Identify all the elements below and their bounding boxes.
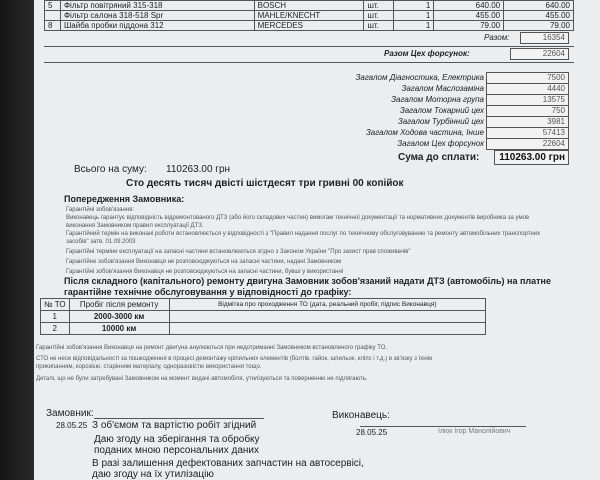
- customer-label: Замовник:: [46, 408, 94, 419]
- table-row: 1 2000-3000 км: [41, 311, 486, 323]
- subtotal-label: Разом:: [484, 33, 510, 42]
- warranty-notes: Гарантійні зобов'язання: Виконавець гарантує відповідність відремонтованого ДТЗ (або його складових частин) вимогам технічної документації та нормативних документів виробника за умов виконання Замовником правил експлуатації ДТЗ. Гарантійний термін на виконані роботи встановлюється у відповідності з "Правил надання послуг по технічному обслуговуванню та ремонту автомобільних транспортних засобів" затв. 01.09.2003 Гарантійні терміни експлуатації на запасні частини встановлюються згідно з Законом України "Про захист прав споживачів" Гарантійне зобов'язання Виконавця не розповсюджуються на запасні частини, надані Замовником Гарантійні зобов'язання Виконавця не розповсюджуються на запасні частини, бувші у використанні: [66, 207, 541, 275]
- to-schedule-table: [40, 298, 486, 335]
- data-consent: Даю згоду на зберігання та обробку поданих мною персональних даних: [94, 434, 260, 456]
- customer-consent: З об'ємом та вартістю робіт згідний: [92, 420, 257, 431]
- dept-total-label: Разом Цех форсунок:: [384, 49, 470, 58]
- total-sum-value: 110263.00 грн: [166, 164, 231, 175]
- to-pay-label: Сума до сплати:: [398, 152, 480, 163]
- subtotal-value: 16354: [520, 32, 569, 44]
- defect-note: В разі залишення дефектованих запчастин на автосервісі, даю згоду на їх утилізацію: [92, 458, 364, 480]
- dark-edge: [0, 0, 34, 480]
- contractor-name: Ілюк Ігор Манолійович: [438, 428, 511, 435]
- table-row: 5 Фільтр повітряний 315-318 BOSCH шт. 1 640.00 640.00: [45, 1, 574, 11]
- table-row: 2 10000 км: [41, 323, 486, 335]
- after-notes: Гарантійні зобов'язання Виконавця на ремонт двигуна анулюються при недотриманні Замовником встановленого графіку ТО. СТО не несе відповідальності за пошкодження в процесі демонтажу кріпильних елементів (болтів, гайок, шпильок, кліпс і т.д.) в зв'язку з їхнім прикипанням, корозією, старінням матеріалу, одноразовістю використання тощо. Деталі, що не були затребувані Замовником на момент видачі автомобіля, утилізуються та поверненню не підлягають.: [36, 345, 432, 382]
- contractor-date: 28.05.25: [356, 428, 388, 437]
- total-sum-label: Всього на суму:: [74, 164, 147, 175]
- invoice-page: 5 Фільтр повітряний 315-318 BOSCH шт. 1 640.00 640.00 Фільтр салона 318-518 Spr MAHLE/KNECHT шт. 1 455.00 455.00 8 Шайба пробки піддона 312 MERCEDES шт. 1 79.00 79.00 Разом: 16354 Разом Цех форсунок: 22604 Загалом Діагностика, Електрика 7500 Загалом Маслозаміна 4440 Загалом Моторна група 13575 Загалом Токарний цех 750 Загалом Турбінний цех 3981 Загалом Ходова частина, Інше 57413 Загалом Цех форсунок 22604 Сума до сплати: 110263.00 грн Всього на суму: 110263.00 грн Сто десять тисяч двісті шістдесят три гривні 00 копійок Попередження Замовника: Гарантійні зобов'язання: Виконавець гарантує відповідність відремонтованого ДТЗ (або його складових частин) вимогам технічної документації та нормативних документів виробника за умов виконання Замовником правил експлуатації ДТЗ. Гарантійний термін на виконані роботи встановлюється у відповідності з "Правил надання послуг по технічному обслуговуванню та ремонту автомобільних транспортних засобів" затв. 01.09.2003 Гарантійні терміни експлуатації на запасні частини встановлюються згідно з Законом України "Про захист прав споживачів" Гарантійне зобов'язання Виконавця не розповсюджуються на запасні частини, надані Замовником Гарантійні зобов'язання Виконавця не розповсюджуються на запасні частини, бувші у використанні Після складного (капітального) ремонту двигуна Замовник зобов'язаний надати ДТЗ (автомобіль) на платне гарантійне технічне обслуговування у відповідності до графіку: № ТО Пробіг після ремонту Відмітка про проходження ТО (дата, реальний пробіг, підпис Виконавця) 1 2000-3000 км 2 10000 км Гарантійні зобов'язання Виконавця на ремонт двигуна анулюються при недотриманні Замовником встановленого графіку ТО. СТО не несе відповідальності за пошкодження в процесі демонтажу кріпильних елементів (болтів, гайок, шпильок, кліпс і т.д.) в зв'язку з їхнім прикипанням, корозією, старінням матеріалу, одноразовістю використання тощо. Деталі, що не були затребувані Замовником на момент видачі автомобіля, утилізуються та поверненню не підлягають. Замовник: 28.05.25 З об'ємом та вартістю робіт згідний Виконавець: 28.05.25 Ілюк Ігор Манолійович Даю згоду на зберігання та обробку поданих мною персональних даних В разі залишення дефектованих запчастин на автосервісі, даю згоду на їх утилізацію: [34, 0, 600, 480]
- total-words: Сто десять тисяч двісті шістдесят три гривні 00 копійок: [126, 178, 404, 189]
- table-row: 8 Шайба пробки піддона 312 MERCEDES шт. 1 79.00 79.00: [45, 21, 574, 31]
- warning-title: Попередження Замовника:: [64, 194, 185, 204]
- contractor-label: Виконавець:: [332, 410, 390, 421]
- table-row: Фільтр салона 318-518 Spr MAHLE/KNECHT шт. 1 455.00 455.00: [45, 11, 574, 21]
- to-pay-value: 110263.00 грн: [494, 150, 569, 165]
- parts-table: [44, 0, 574, 31]
- dept-total-value: 22604: [510, 48, 569, 60]
- table-row: № ТО Пробіг після ремонту Відмітка про проходження ТО (дата, реальний пробіг, підпис Виконавця): [41, 299, 486, 311]
- customer-date: 28.05.25: [56, 421, 88, 430]
- engine-title-1: Після складного (капітального) ремонту двигуна Замовник зобов'язаний надати ДТЗ (автомобіль) на платне: [64, 276, 551, 286]
- engine-title-2: гарантійне технічне обслуговування у відповідності до графіку:: [64, 287, 352, 297]
